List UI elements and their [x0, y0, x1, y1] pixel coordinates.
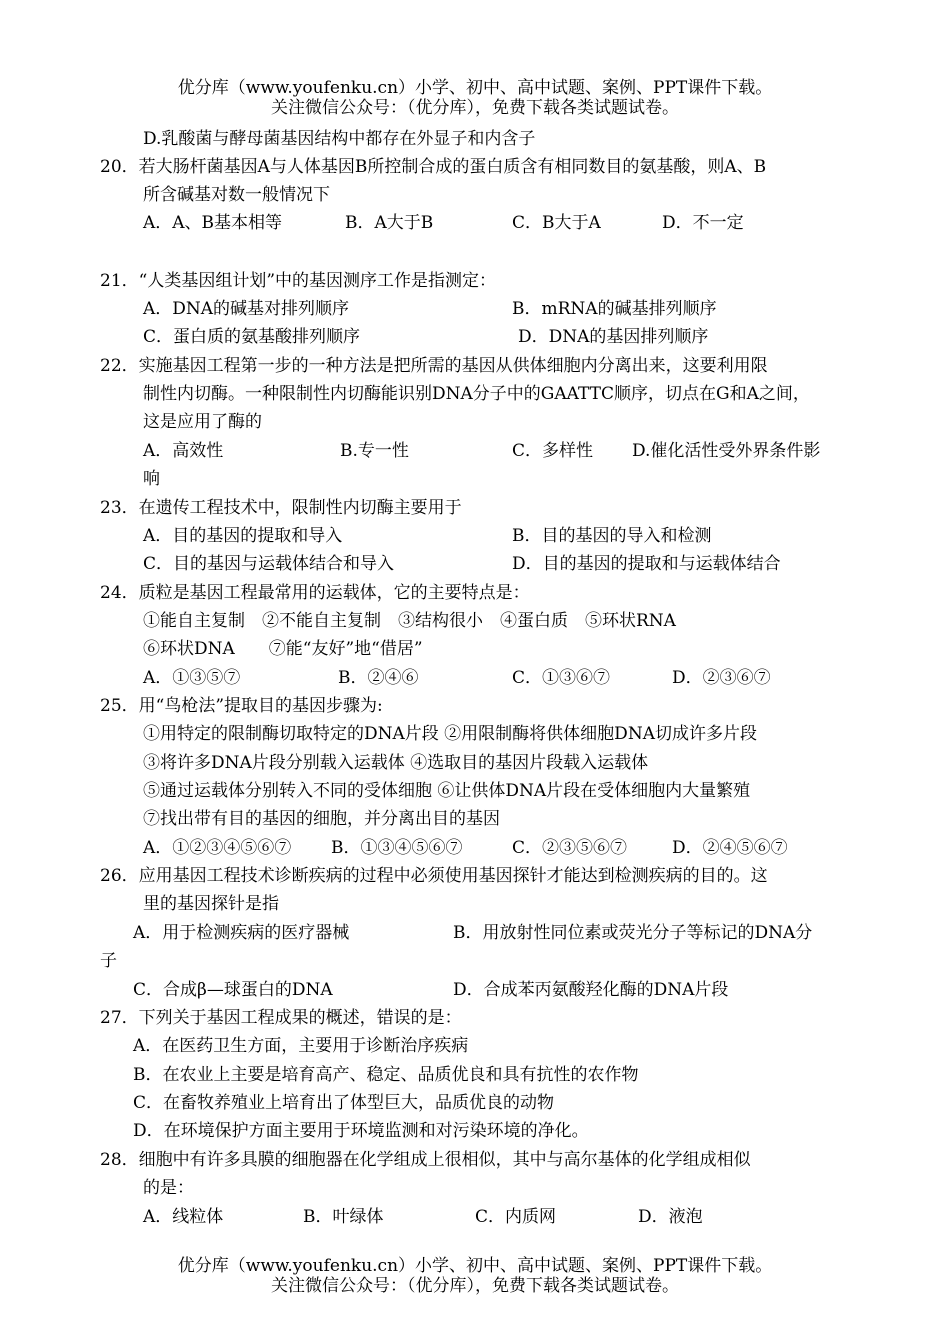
q24-option-c: C．①③⑥⑦ [512, 668, 611, 688]
q25-steps-line-4: ⑦找出带有目的基因的细胞，并分离出目的基因 [143, 809, 500, 829]
q23-stem: 23．在遗传工程技术中，限制性内切酶主要用于 [100, 498, 462, 518]
q26-option-a: A．用于检测疾病的医疗器械 [133, 923, 350, 943]
q25-option-d: D．②④⑤⑥⑦ [672, 838, 788, 858]
q23-option-a: A．目的基因的提取和导入 [143, 526, 343, 546]
q25-option-b: B．①③④⑤⑥⑦ [331, 838, 463, 858]
q28-option-d: D．液泡 [638, 1207, 703, 1227]
q24-option-a: A．①③⑤⑦ [143, 668, 241, 688]
q27-option-a: A．在医药卫生方面，主要用于诊断治序疾病 [133, 1036, 469, 1056]
q26-stem-line-1: 26．应用基因工程技术诊断疾病的过程中必须使用基因探针才能达到检测疾病的目的。这 [100, 866, 768, 886]
q26-option-b-cont: 子 [100, 951, 117, 971]
q22-option-b: B.专一性 [340, 441, 409, 461]
q24-stem: 24．质粒是基因工程最常用的运载体，它的主要特点是： [100, 583, 530, 603]
q22-option-a: A．高效性 [143, 441, 224, 461]
q22-option-d-cont: 响 [143, 469, 160, 489]
q25-steps-line-2: ③将许多DNA片段分别载入运载体 ④选取目的基因片段载入运载体 [143, 753, 649, 773]
q26-option-c: C．合成β—球蛋白的DNA [133, 980, 333, 1000]
q25-steps-line-3: ⑤通过运载体分别转入不同的受体细胞 ⑥让供体DNA片段在受体细胞内大量繁殖 [143, 781, 751, 801]
q28-option-b: B．叶绿体 [303, 1207, 384, 1227]
q26-stem-line-2: 里的基因探针是指 [143, 894, 279, 914]
q28-option-c: C．内质网 [475, 1207, 557, 1227]
q20-stem-line-1: 20．若大肠杆菌基因A与人体基因B所控制合成的蛋白质含有相同数目的氨基酸，则A、B [100, 157, 767, 177]
q23-option-d: D．目的基因的提取和与运载体结合 [512, 554, 781, 574]
q21-option-b: B．mRNA的碱基排列顺序 [512, 299, 717, 319]
q24-items-line-1: ①能自主复制 ②不能自主复制 ③结构很小 ④蛋白质 ⑤环状RNA [143, 611, 676, 631]
q23-option-c: C．目的基因与运载体结合和导入 [143, 554, 395, 574]
q24-option-d: D．②③⑥⑦ [672, 668, 771, 688]
q22-stem-line-3: 这是应用了酶的 [143, 412, 262, 432]
header-line-1: 优分库（www.youfenku.cn）小学、初中、高中试题、案例、PPT课件下载。 [177, 78, 773, 98]
q27-option-b: B．在农业上主要是培育高产、稳定、品质优良和具有抗性的农作物 [133, 1065, 639, 1085]
q24-items-line-2: ⑥环状DNA ⑦能“友好”地“借居” [143, 639, 423, 659]
q27-option-c: C．在畜牧养殖业上培育出了体型巨大，品质优良的动物 [133, 1093, 555, 1113]
q23-option-b: B．目的基因的导入和检测 [512, 526, 712, 546]
q20-option-a: A．A、B基本相等 [143, 213, 283, 233]
q21-option-c: C．蛋白质的氨基酸排列顺序 [143, 327, 361, 347]
q26-option-b: B．用放射性同位素或荧光分子等标记的DNA分 [453, 923, 813, 943]
footer-line-2: 关注微信公众号：（优分库），免费下载各类试题试卷。 [271, 1276, 679, 1296]
footer-line-1: 优分库（www.youfenku.cn）小学、初中、高中试题、案例、PPT课件下载。 [177, 1256, 773, 1276]
q25-option-a: A．①②③④⑤⑥⑦ [143, 838, 292, 858]
q25-option-c: C．②③⑤⑥⑦ [512, 838, 628, 858]
q28-stem-line-2: 的是： [143, 1178, 194, 1198]
q19-option-d: D.乳酸菌与酵母菌基因结构中都存在外显子和内含子 [143, 129, 536, 149]
q28-option-a: A．线粒体 [143, 1207, 224, 1227]
q28-stem-line-1: 28．细胞中有许多具膜的细胞器在化学组成上很相似，其中与高尔基体的化学组成相似 [100, 1150, 751, 1170]
q26-option-d: D．合成苯丙氨酸羟化酶的DNA片段 [453, 980, 729, 1000]
q20-option-b: B．A大于B [345, 213, 434, 233]
q27-option-d: D．在环境保护方面主要用于环境监测和对污染环境的净化。 [133, 1121, 589, 1141]
q22-option-c: C．多样性 [512, 441, 594, 461]
q25-stem: 25．用“鸟枪法”提取目的基因步骤为: [100, 696, 383, 716]
q21-stem: 21．“人类基因组计划”中的基因测序工作是指测定： [100, 271, 497, 291]
q21-option-a: A．DNA的碱基对排列顺序 [143, 299, 350, 319]
q20-stem-line-2: 所含碱基对数一般情况下 [143, 185, 330, 205]
q21-option-d: D．DNA的基因排列顺序 [518, 327, 709, 347]
q27-stem: 27．下列关于基因工程成果的概述，错误的是： [100, 1008, 462, 1028]
q20-option-d: D．不一定 [662, 213, 744, 233]
q22-stem-line-2: 制性内切酶。一种限制性内切酶能识别DNA分子中的GAATTC顺序，切点在G和A之间， [143, 384, 810, 404]
q20-option-c: C．B大于A [512, 213, 601, 233]
q24-option-b: B．②④⑥ [338, 668, 419, 688]
q22-stem-line-1: 22．实施基因工程第一步的一种方法是把所需的基因从供体细胞内分离出来，这要利用限 [100, 356, 768, 376]
q22-option-d: D.催化活性受外界条件影 [632, 441, 821, 461]
q25-steps-line-1: ①用特定的限制酶切取特定的DNA片段 ②用限制酶将供体细胞DNA切成许多片段 [143, 724, 757, 744]
header-line-2: 关注微信公众号：（优分库），免费下载各类试题试卷。 [271, 98, 679, 118]
